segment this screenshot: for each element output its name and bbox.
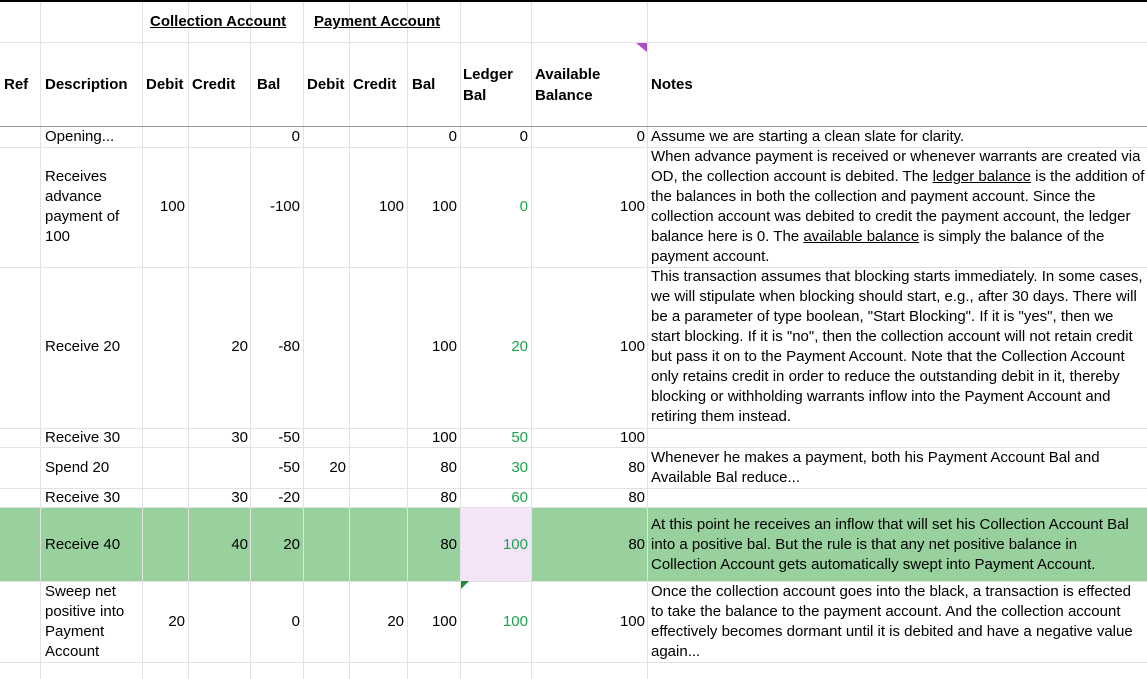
ledger-balance-term: ledger balance [932, 168, 1031, 185]
cell-ledger-bal[interactable]: 60 [511, 489, 528, 506]
cell-pay-bal[interactable]: 100 [431, 338, 457, 355]
row-description[interactable]: Receives [45, 168, 107, 185]
row-description[interactable]: payment of [45, 208, 120, 225]
cell-ledger-bal[interactable]: 100 [502, 536, 528, 553]
cell-available-bal[interactable]: 100 [619, 198, 645, 215]
sheet-top-border [0, 0, 1147, 2]
cell-pay-bal[interactable]: 80 [440, 459, 457, 476]
row-description[interactable]: Opening... [45, 128, 115, 145]
row-description[interactable]: Receive 40 [45, 536, 121, 553]
col-header-coll-debit[interactable]: Debit [146, 76, 184, 93]
cell-notes[interactable]: At this point he receives an inflow that will set his Collection Account Bal into a positive bal. But the rule is that any net positive balance in Collection Account gets automatically swept into Payment Account. [651, 516, 1129, 573]
cell-pay-bal[interactable]: 0 [448, 128, 457, 145]
cell-pay-bal[interactable]: 100 [431, 429, 457, 446]
available-balance-term: available balance [803, 228, 920, 245]
cell-pay-bal[interactable]: 100 [431, 198, 457, 215]
col-header-pay-credit[interactable]: Credit [353, 76, 397, 93]
cell-pay-bal[interactable]: 80 [440, 489, 457, 506]
cell-notes[interactable]: Once the collection account goes into the black, a transaction is effected to take the balance to the payment account. And the collection account effectively becomes dormant until it is debited and have a negative value again... [651, 583, 1133, 660]
col-header-pay-bal[interactable]: Bal [412, 76, 436, 93]
cell-pay-bal[interactable]: 100 [431, 613, 457, 630]
cell-ledger-bal[interactable]: 0 [519, 128, 528, 145]
cell-notes[interactable]: This transaction assumes that blocking starts immediately. In some cases, we will stipulate when blocking should start, e.g., after 30 days. There will be a parameter of type boolean, "Start Blocking". If it is "yes", then we start blocking. If it is "no", then the collection account will not retain credit but pass it on to the Payment Account. Note that the Collection Account only retains credit in order to reduce the outstanding debit in it, thereby blocking or withholding warrants inflow into the Payment Account and retiring them instead. [651, 268, 1143, 425]
cell-coll-bal[interactable]: -20 [278, 489, 300, 506]
cell-ledger-bal[interactable]: 0 [519, 198, 528, 215]
cell-pay-credit[interactable]: 20 [387, 613, 404, 630]
row-description[interactable]: Receive 30 [45, 429, 121, 446]
cell-coll-debit[interactable]: 100 [159, 198, 185, 215]
cell-available-bal[interactable]: 100 [619, 613, 645, 630]
row-description[interactable]: advance [45, 188, 102, 205]
col-header-coll-credit[interactable]: Credit [192, 76, 236, 93]
cell-available-bal[interactable]: 80 [628, 536, 645, 553]
row-description[interactable]: Spend 20 [45, 459, 110, 476]
cell-coll-bal[interactable]: -80 [278, 338, 300, 355]
cell-coll-credit[interactable]: 40 [231, 536, 248, 553]
col-header-available-line1[interactable]: Available [535, 66, 601, 83]
cell-coll-bal[interactable]: -50 [278, 459, 300, 476]
cell-ledger-bal[interactable]: 50 [511, 429, 528, 446]
col-header-ledger-line1[interactable]: Ledger [463, 66, 514, 83]
cell-notes[interactable]: Assume we are starting a clean slate for clarity. [651, 128, 965, 145]
cell-notes[interactable]: Whenever he makes a payment, both his Payment Account Bal and Available Bal reduce... [651, 449, 1100, 486]
col-header-notes[interactable]: Notes [651, 76, 693, 93]
cell-ledger-bal[interactable]: 100 [502, 613, 528, 630]
row-description[interactable]: Receive 20 [45, 338, 121, 355]
col-header-description[interactable]: Description [45, 76, 128, 93]
col-header-coll-bal[interactable]: Bal [257, 76, 281, 93]
row-description[interactable]: 100 [45, 228, 71, 245]
col-header-ledger-line2[interactable]: Bal [463, 87, 487, 104]
col-header-ref[interactable]: Ref [4, 76, 29, 93]
cell-available-bal[interactable]: 80 [628, 459, 645, 476]
cell-coll-bal[interactable]: -100 [269, 198, 300, 215]
comment-marker-icon[interactable] [636, 43, 648, 53]
payment-account-header[interactable]: Payment Account [314, 13, 441, 30]
cell-pay-bal[interactable]: 80 [440, 536, 457, 553]
cell-coll-bal[interactable]: 20 [283, 536, 300, 553]
cell-pay-credit[interactable]: 100 [378, 198, 404, 215]
cell-coll-bal[interactable]: -50 [278, 429, 300, 446]
cell-available-bal[interactable]: 100 [619, 338, 645, 355]
cell-coll-bal[interactable]: 0 [291, 128, 300, 145]
row-description[interactable]: Payment [45, 623, 105, 640]
cell-available-bal[interactable]: 80 [628, 489, 645, 506]
note-marker-icon[interactable] [461, 581, 470, 590]
row-description[interactable]: positive into [45, 603, 125, 620]
cell-coll-debit[interactable]: 20 [168, 613, 185, 630]
row-description[interactable]: Account [45, 643, 100, 660]
cell-available-bal[interactable]: 100 [619, 429, 645, 446]
col-header-available-line2[interactable]: Balance [535, 87, 593, 104]
cell-coll-bal[interactable]: 0 [291, 613, 300, 630]
cell-available-bal[interactable]: 0 [636, 128, 645, 145]
cell-notes[interactable]: When advance payment is received or whenever warrants are created via OD, the collection account is debited. The ledger balance is the addition of the balances in both the collection and payment account. Since the collection account was debited to credit the payment account, the ledger balance here is 0. The available balance is simply the balance of the payment account. [651, 148, 1145, 265]
cell-coll-credit[interactable]: 30 [231, 429, 248, 446]
row-description[interactable]: Sweep net [45, 583, 116, 600]
cell-coll-credit[interactable]: 30 [231, 489, 248, 506]
cell-pay-debit[interactable]: 20 [329, 459, 346, 476]
cell-coll-credit[interactable]: 20 [231, 338, 248, 355]
col-header-pay-debit[interactable]: Debit [307, 76, 345, 93]
collection-account-header[interactable]: Collection Account [150, 13, 287, 30]
cell-ledger-bal[interactable]: 20 [511, 338, 528, 355]
row-description[interactable]: Receive 30 [45, 489, 121, 506]
cell-ledger-bal[interactable]: 30 [511, 459, 528, 476]
